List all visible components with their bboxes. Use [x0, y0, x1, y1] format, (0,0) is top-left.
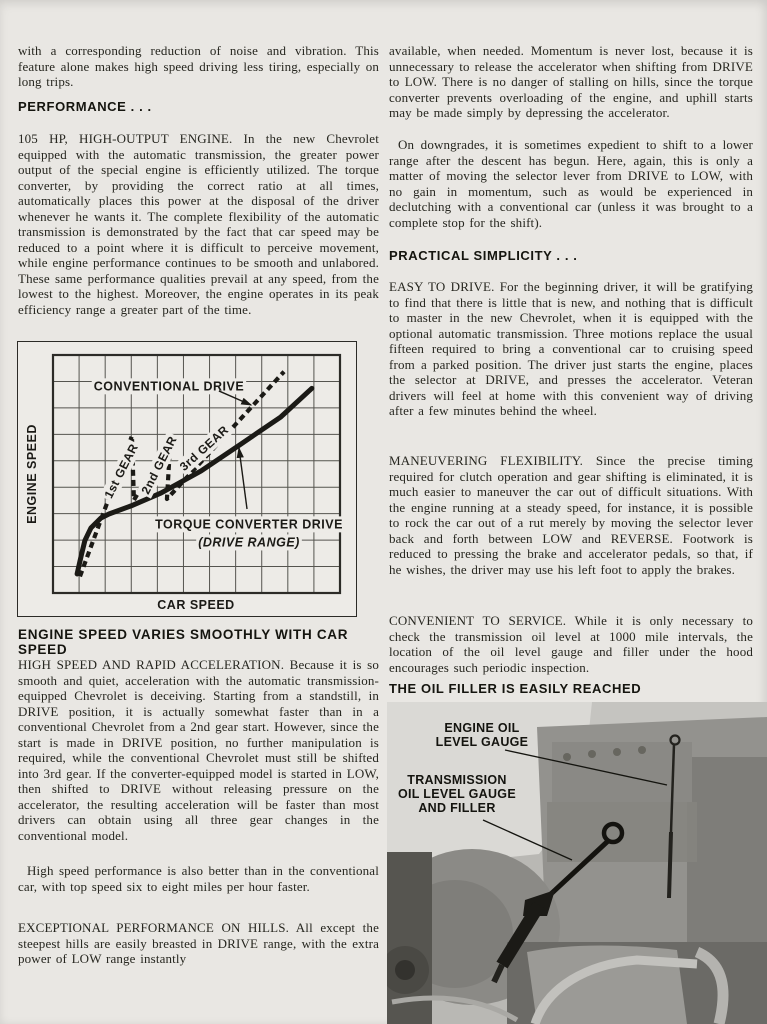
transmission-label-line3: AND FILLER [418, 801, 496, 815]
engine-speed-chart-svg [18, 342, 355, 615]
chart-annotations [92, 378, 345, 550]
engine-oil-label-line1: ENGINE OIL [444, 721, 520, 735]
svg-text:3rd GEAR: 3rd GEAR [176, 422, 232, 474]
y-axis-label: ENGINE SPEED [25, 424, 39, 524]
paragraph-noise-reduction: with a corresponding reduction of noise and vibration. This feature alone makes high speed driving less tiring, especially on long trips. [18, 43, 379, 89]
paragraph-momentum: available, when needed. Momentum is never lost, because it is unnecessary to release the accelerator when shifting from DRIVE to LOW. There is no danger of stalling on hills, since the torque converter prevents overloading of the engine, and uphill starts may be made simply by depressing the accelerator. [389, 43, 753, 120]
x-axis-label: CAR SPEED [157, 598, 235, 612]
paragraph-performance-on-hills: EXCEPTIONAL PERFORMANCE ON HILLS. All except the steepest hills are easily breasted in DRIVE range, with the extra power of LOW range instantly [18, 920, 379, 966]
svg-text:2nd GEAR: 2nd GEAR [138, 433, 180, 497]
paragraph-high-speed-acceleration: HIGH SPEED AND RAPID ACCELERATION. Because it is so smooth and quiet, acceleration with the automatic transmission-equipped Chevrolet is deceiving. Starting from a standstill, in DRIVE position, it is actually somewhat faster than in a conventional Chevrolet from a 2nd gear start. However, since the start is made in DRIVE position, no further manipulation is required, while the conventional Chevrolet must still be shifted into 3rd gear. If the converter-equipped model is started in LOW, then shifted to DRIVE without releasing pressure on the accelerator, the resulting acceleration will be faster than most drivers can obtain using all three gear changes in the conventional model. [18, 657, 379, 843]
paragraph-105hp-engine: 105 HP, HIGH-OUTPUT ENGINE. In the new Chevrolet equipped with the automatic transmission, the greater power output of the special engine is efficiently utilized. The torque converter, by providing the correct ratio at all times, automatically places this power at the disposal of the driver whenever he wants it. The complete flexibility of the automatic transmission is demonstrated by the fact that car speed may be reduced to a point where it is difficult to perceive movement, while engine performance continues to be smooth and unlabored. These same performance qualities prevail at any speed, from the lowest to the highest. Moreover, the engine operates in its peak efficiency range a greater part of the time. [18, 131, 379, 317]
svg-text:TORQUE CONVERTER DRIVE: TORQUE CONVERTER DRIVE [155, 517, 343, 532]
engine-bay-photo-svg [387, 702, 767, 1024]
svg-text:CONVENTIONAL DRIVE: CONVENTIONAL DRIVE [93, 379, 245, 394]
heading-performance: PERFORMANCE . . . [18, 99, 152, 114]
engine-oil-gauge-label [436, 721, 529, 749]
heading-practical-simplicity: PRACTICAL SIMPLICITY . . . [389, 248, 578, 263]
chart-caption: ENGINE SPEED VARIES SMOOTHLY WITH CAR SPEED [18, 627, 349, 657]
engine-speed-chart [17, 341, 357, 617]
heading-oil-filler: THE OIL FILLER IS EASILY REACHED [389, 681, 642, 696]
engine-bay-illustration [387, 702, 767, 1024]
paragraph-convenient-to-service: CONVENIENT TO SERVICE. While it is only necessary to check the transmission oil level at 1000 mile intervals, the location of the oil level gauge and filler under the hood encourages such periodic inspection. [389, 613, 753, 675]
transmission-label-line1: TRANSMISSION [407, 773, 507, 787]
svg-text:1st GEAR: 1st GEAR [101, 441, 141, 501]
paragraph-top-speed: High speed performance is also better than in the conventional car, with top speed six to eight miles per hour faster. [18, 863, 379, 894]
paragraph-downgrades: On downgrades, it is sometimes expedient to shift to a lower range after the descent has begun. Here, again, this is only a matter of moving the selector lever from DRIVE to LOW, with no gain in momentum, such as would be experienced in declutching with a conventional car (unless it was brought to a complete stop for the shift). [389, 137, 753, 230]
svg-text:(DRIVE RANGE): (DRIVE RANGE) [198, 535, 300, 550]
paragraph-easy-to-drive: EASY TO DRIVE. For the beginning driver, it will be gratifying to find that there is little that is new, and nothing that is difficult to master in the new Chevrolet, when it is equipped with the optional automatic transmission. Three motions replace the usual fifteen required to bring a conventional car to cruising speed from a parked position. The driver just starts the engine, places the selector at DRIVE, and presses the accelerator. Veteran drivers will feel at home with this convenient way of driving after a few minutes behind the wheel. [389, 279, 753, 418]
paragraph-maneuvering-flexibility: MANEUVERING FLEXIBILITY. Since the precise timing required for clutch operation and gear shifting is eliminated, it is much easier to maneuver the car out of difficult situations. With the engine running at a steady speed, for instance, it is possible to rock the car out of a rut merely by moving the selector lever back and forth between LOW and REVERSE. Footwork is reduced to pressing the brake and accelerator pedals, so that, if he wishes, the driver may use his left foot to apply the brakes. [389, 453, 753, 577]
engine-oil-label-line2: LEVEL GAUGE [435, 735, 529, 749]
engine-bay-photo [387, 702, 767, 1024]
transmission-label-line2: OIL LEVEL GAUGE [398, 787, 516, 801]
